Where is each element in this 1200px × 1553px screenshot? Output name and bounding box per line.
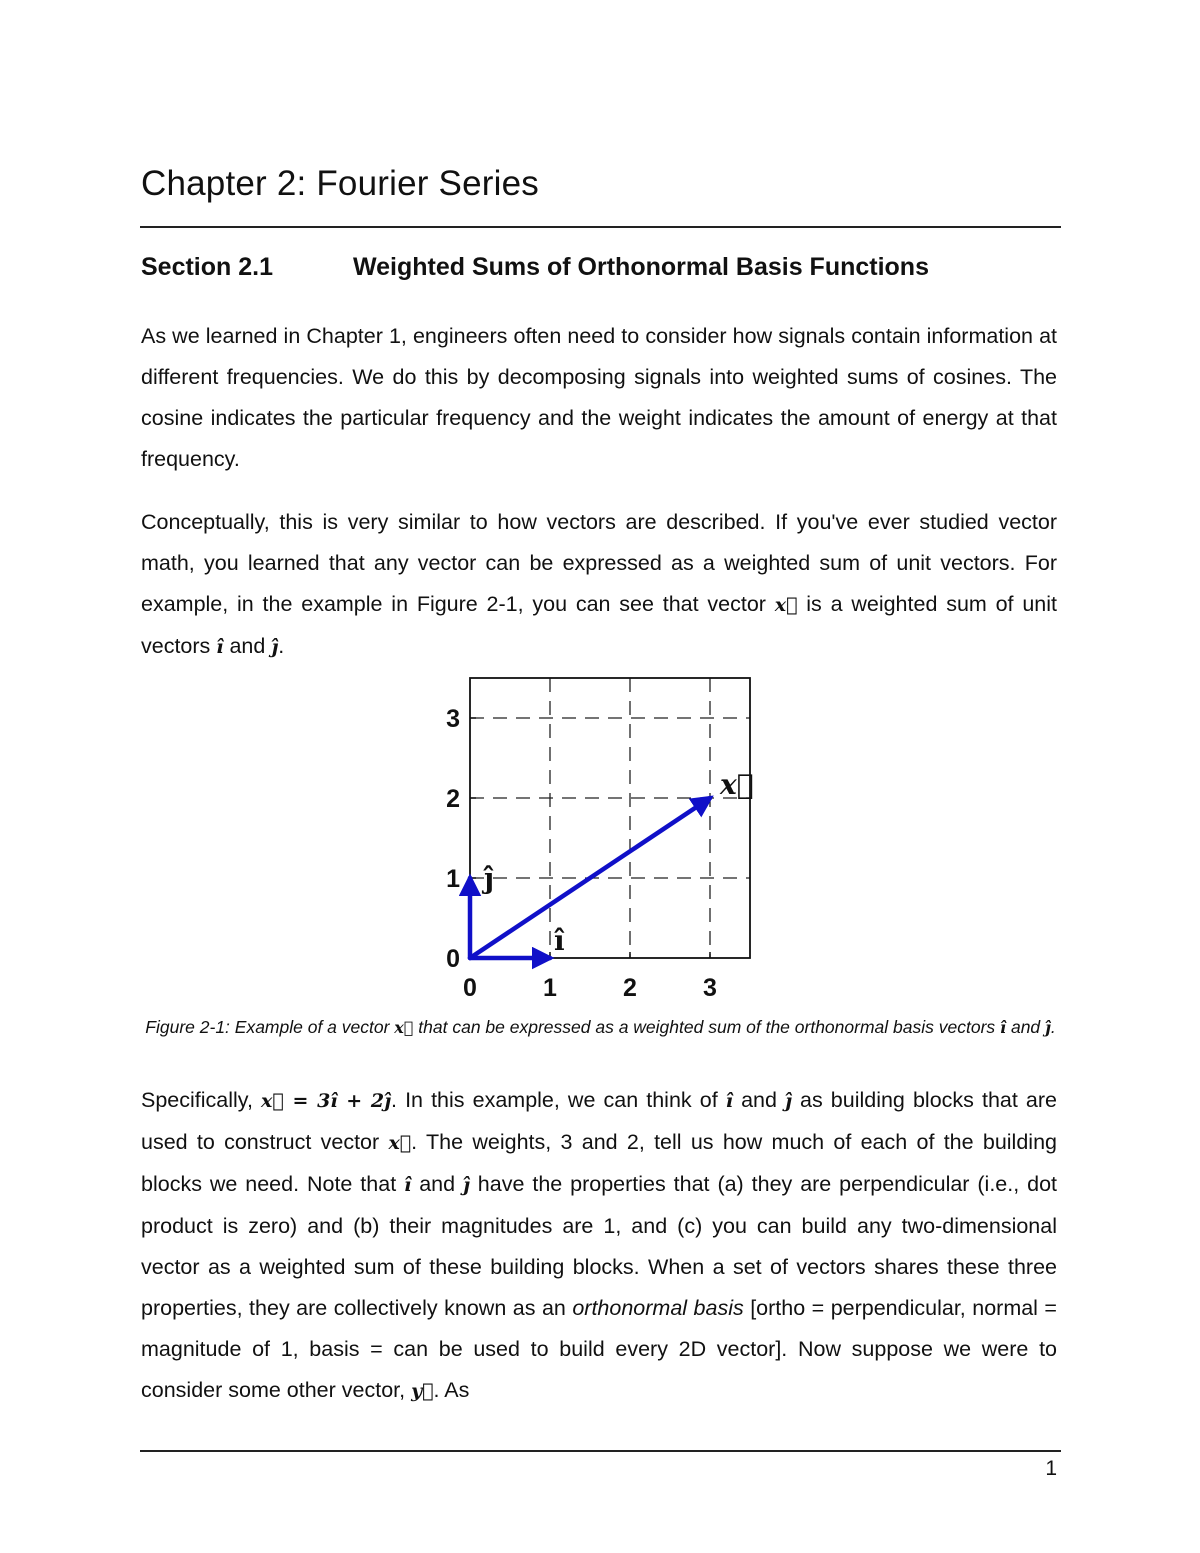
- figure-caption: [140, 1016, 1061, 1039]
- paragraph-3: [141, 1080, 1057, 1412]
- chapter-title: Chapter 2: Fourier Series: [141, 164, 539, 203]
- vector-chart: [420, 670, 770, 1010]
- para3-text-3: and: [732, 1088, 786, 1112]
- footer-divider: [140, 1450, 1061, 1452]
- caption-text-4: .: [1050, 1017, 1056, 1037]
- emphasis-orthonormal-basis: orthonormal basis: [572, 1296, 744, 1320]
- para2-text-2: is a weighted sum of unit vectors: [141, 592, 1057, 658]
- caption-text-2: that can be expressed as a weighted sum of the orthonormal basis vectors: [413, 1017, 1001, 1037]
- y-tick-label-3: 3: [446, 705, 460, 733]
- para3-text-2: . In this example, we can think of: [391, 1088, 726, 1112]
- title-divider: [140, 226, 1061, 228]
- math-vector-x: x⃗: [388, 1132, 412, 1154]
- y-tick-label-2: 2: [446, 785, 460, 813]
- section-heading: [141, 253, 929, 282]
- math-unit-i: ı̂: [725, 1090, 733, 1112]
- section-number: Section 2.1: [141, 253, 273, 281]
- math-unit-i: ı̂: [216, 636, 224, 658]
- paragraph-1: As we learned in Chapter 1, engineers often need to consider how signals contain information at different frequencies. We do this by decomposing signals into weighted sums of cosines. The cosine indicates the particular frequency and the weight indicates the amount of energy at that frequency.: [141, 324, 1057, 471]
- para2-text-4: .: [278, 634, 285, 658]
- x-tick-label-0: 0: [463, 974, 477, 1002]
- para3-text-1: Specifically,: [141, 1088, 262, 1112]
- caption-math-j: ȷ̂: [1045, 1018, 1051, 1037]
- math-vector-x: x⃗: [774, 594, 798, 616]
- x-tick-label-1: 1: [543, 974, 557, 1002]
- math-unit-j: ȷ̂: [463, 1174, 470, 1196]
- page-number: 1: [1045, 1457, 1057, 1480]
- vector-label-1: ĵ: [484, 862, 495, 895]
- math-unit-j: ȷ̂: [785, 1090, 792, 1112]
- caption-text-1: Figure 2-1: Example of a vector: [145, 1017, 395, 1037]
- x-tick-label-2: 2: [623, 974, 637, 1002]
- math-vector-y: y⃗: [411, 1380, 434, 1402]
- para2-text-3: and: [223, 634, 272, 658]
- para3-text-5: . The weights, 3 and 2, tell us how much of each of the building blocks we need. Note that: [141, 1130, 1057, 1196]
- para3-text-7: have the properties that (a) they are perpendicular (i.e., dot product is zero) and (b) their magnitudes are 1, and (c) you can build any two-dimensional vector as a weighted sum of these building blocks. When a set of vectors shares these three properties, they are collectively known as an: [141, 1172, 1057, 1320]
- paragraph-2: [141, 502, 1057, 668]
- caption-text-3: and: [1006, 1017, 1046, 1037]
- para3-text-8: [ortho = perpendicular, normal = magnitude of 1, basis = can be used to build every 2D vector]. Now suppose we were to consider some other vector,: [141, 1296, 1057, 1402]
- para3-text-4: as building blocks that are used to construct vector: [141, 1088, 1058, 1154]
- plot-frame: [470, 678, 750, 958]
- caption-math-x: x⃗: [394, 1018, 414, 1037]
- section-title: Weighted Sums of Orthonormal Basis Functions: [353, 253, 929, 281]
- math-equation: x⃗ = 3ı̂ + 2ȷ̂: [261, 1090, 392, 1112]
- para3-text-9: . As: [433, 1378, 470, 1402]
- caption-math-i: ı̂: [1000, 1018, 1007, 1037]
- para2-text-1: Conceptually, this is very similar to how vectors are described. If you've ever studied vector math, you learned that any vector can be expressed as a weighted sum of unit vectors. For example, in the example in Figure 2-1, you can see that vector: [141, 510, 1057, 616]
- x-tick-label-3: 3: [703, 974, 717, 1002]
- vector-label-0: x⃗: [720, 768, 754, 801]
- vector-label-2: î: [554, 924, 565, 957]
- math-unit-i: ı̂: [404, 1174, 412, 1196]
- para3-text-6: and: [411, 1172, 464, 1196]
- figure-2-1: [420, 670, 770, 1010]
- y-tick-label-1: 1: [446, 865, 460, 893]
- y-tick-label-0: 0: [446, 945, 460, 973]
- math-unit-j: ȷ̂: [271, 636, 279, 658]
